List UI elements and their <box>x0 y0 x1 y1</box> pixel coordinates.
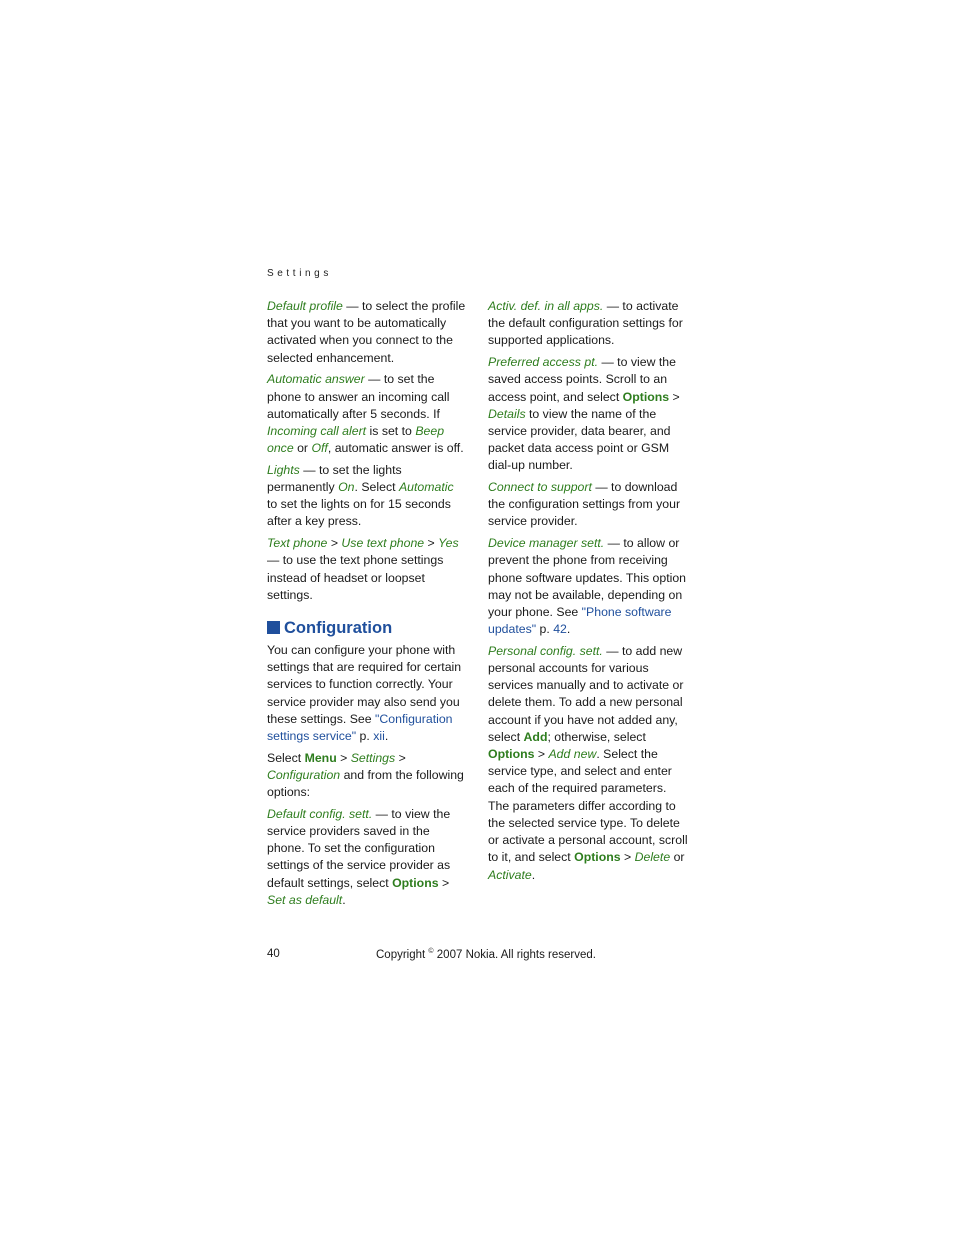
option-term: Device manager sett. <box>488 536 605 551</box>
option-term: Automatic answer <box>267 372 365 387</box>
copyright-symbol: © <box>428 948 434 955</box>
page-number: 40 <box>267 948 280 960</box>
option-term: Preferred access pt. <box>488 355 599 370</box>
option-term: Connect to support <box>488 480 592 495</box>
option-term: Default profile <box>267 299 343 313</box>
cross-reference-link[interactable]: "Phone software updates" <box>488 604 672 637</box>
option-term: Default config. sett. <box>267 806 373 821</box>
right-column <box>488 298 688 888</box>
copyright-notice: Copyright © 2007 Nokia. All rights reserved. <box>376 948 596 961</box>
cross-reference-link[interactable]: "Configuration settings service" <box>267 711 453 743</box>
page-reference-link[interactable]: xii <box>373 728 385 743</box>
option-term: Lights <box>267 462 300 477</box>
paragraph-select-menu: Select Menu > Settings > Configuration and from the following options: <box>267 750 464 800</box>
paragraph-default-profile: Default profile — to select the profile that you want to be automatically activated when you connect to the selected enhancement. <box>267 299 466 365</box>
page-reference-link[interactable]: 42 <box>553 622 567 637</box>
square-bullet-icon <box>267 621 280 634</box>
paragraph-activ-def: Activ. def. in all apps. — to activate the default configuration settings for supported applications. <box>488 299 683 348</box>
paragraph-configuration-intro: You can configure your phone with settings that are required for certain services to function correctly. Your service provider may also send you these settings. See "Configuration settings service" p. xii. <box>267 642 462 743</box>
option-term: Personal config. sett. <box>488 643 603 658</box>
paragraph-preferred-access: Preferred access pt. — to view the saved access points. Scroll to an access point, and select Options > Details to view the name of the service provider, data bearer, and packet data access point or GSM dial-up number. <box>488 355 680 473</box>
running-header: Settings <box>267 268 332 279</box>
paragraph-personal-config: Personal config. sett. — to add new personal accounts for various services manually and to activate or delete them. To add a new personal account if you have not added any, select Add; otherwise, select Options > Add new. Select the service type, and select and enter each of the required parameters. The parameters differ according to the selected service type. To delete or activate a personal account, scroll to it, and select Options > Delete or Activate. <box>488 643 688 882</box>
paragraph-lights: Lights — to set the lights permanently On. Select Automatic to set the lights on for 15 seconds after a key press. <box>267 462 454 529</box>
left-column <box>267 298 467 914</box>
option-term: Activ. def. in all apps. <box>488 299 604 313</box>
paragraph-automatic-answer: Automatic answer — to set the phone to answer an incoming call automatically after 5 seconds. If Incoming call alert is set to Beep once or Off, automatic answer is off. <box>267 372 464 456</box>
paragraph-connect-support: Connect to support — to download the configuration settings from your service provider. <box>488 480 681 529</box>
paragraph-text-phone: Text phone > Use text phone > Yes — to use the text phone settings instead of headset or loopset settings. <box>267 536 459 602</box>
paragraph-device-manager: Device manager sett. — to allow or prevent the phone from receiving phone software updates. This option may not be available, depending on your phone. See "Phone software updates" p. 42. <box>488 536 687 637</box>
paragraph-default-config: Default config. sett. — to view the service providers saved in the phone. To set the configuration settings of the service provider as default settings, select Options > Set as default. <box>267 806 451 907</box>
section-heading-configuration: Configuration <box>267 618 467 638</box>
